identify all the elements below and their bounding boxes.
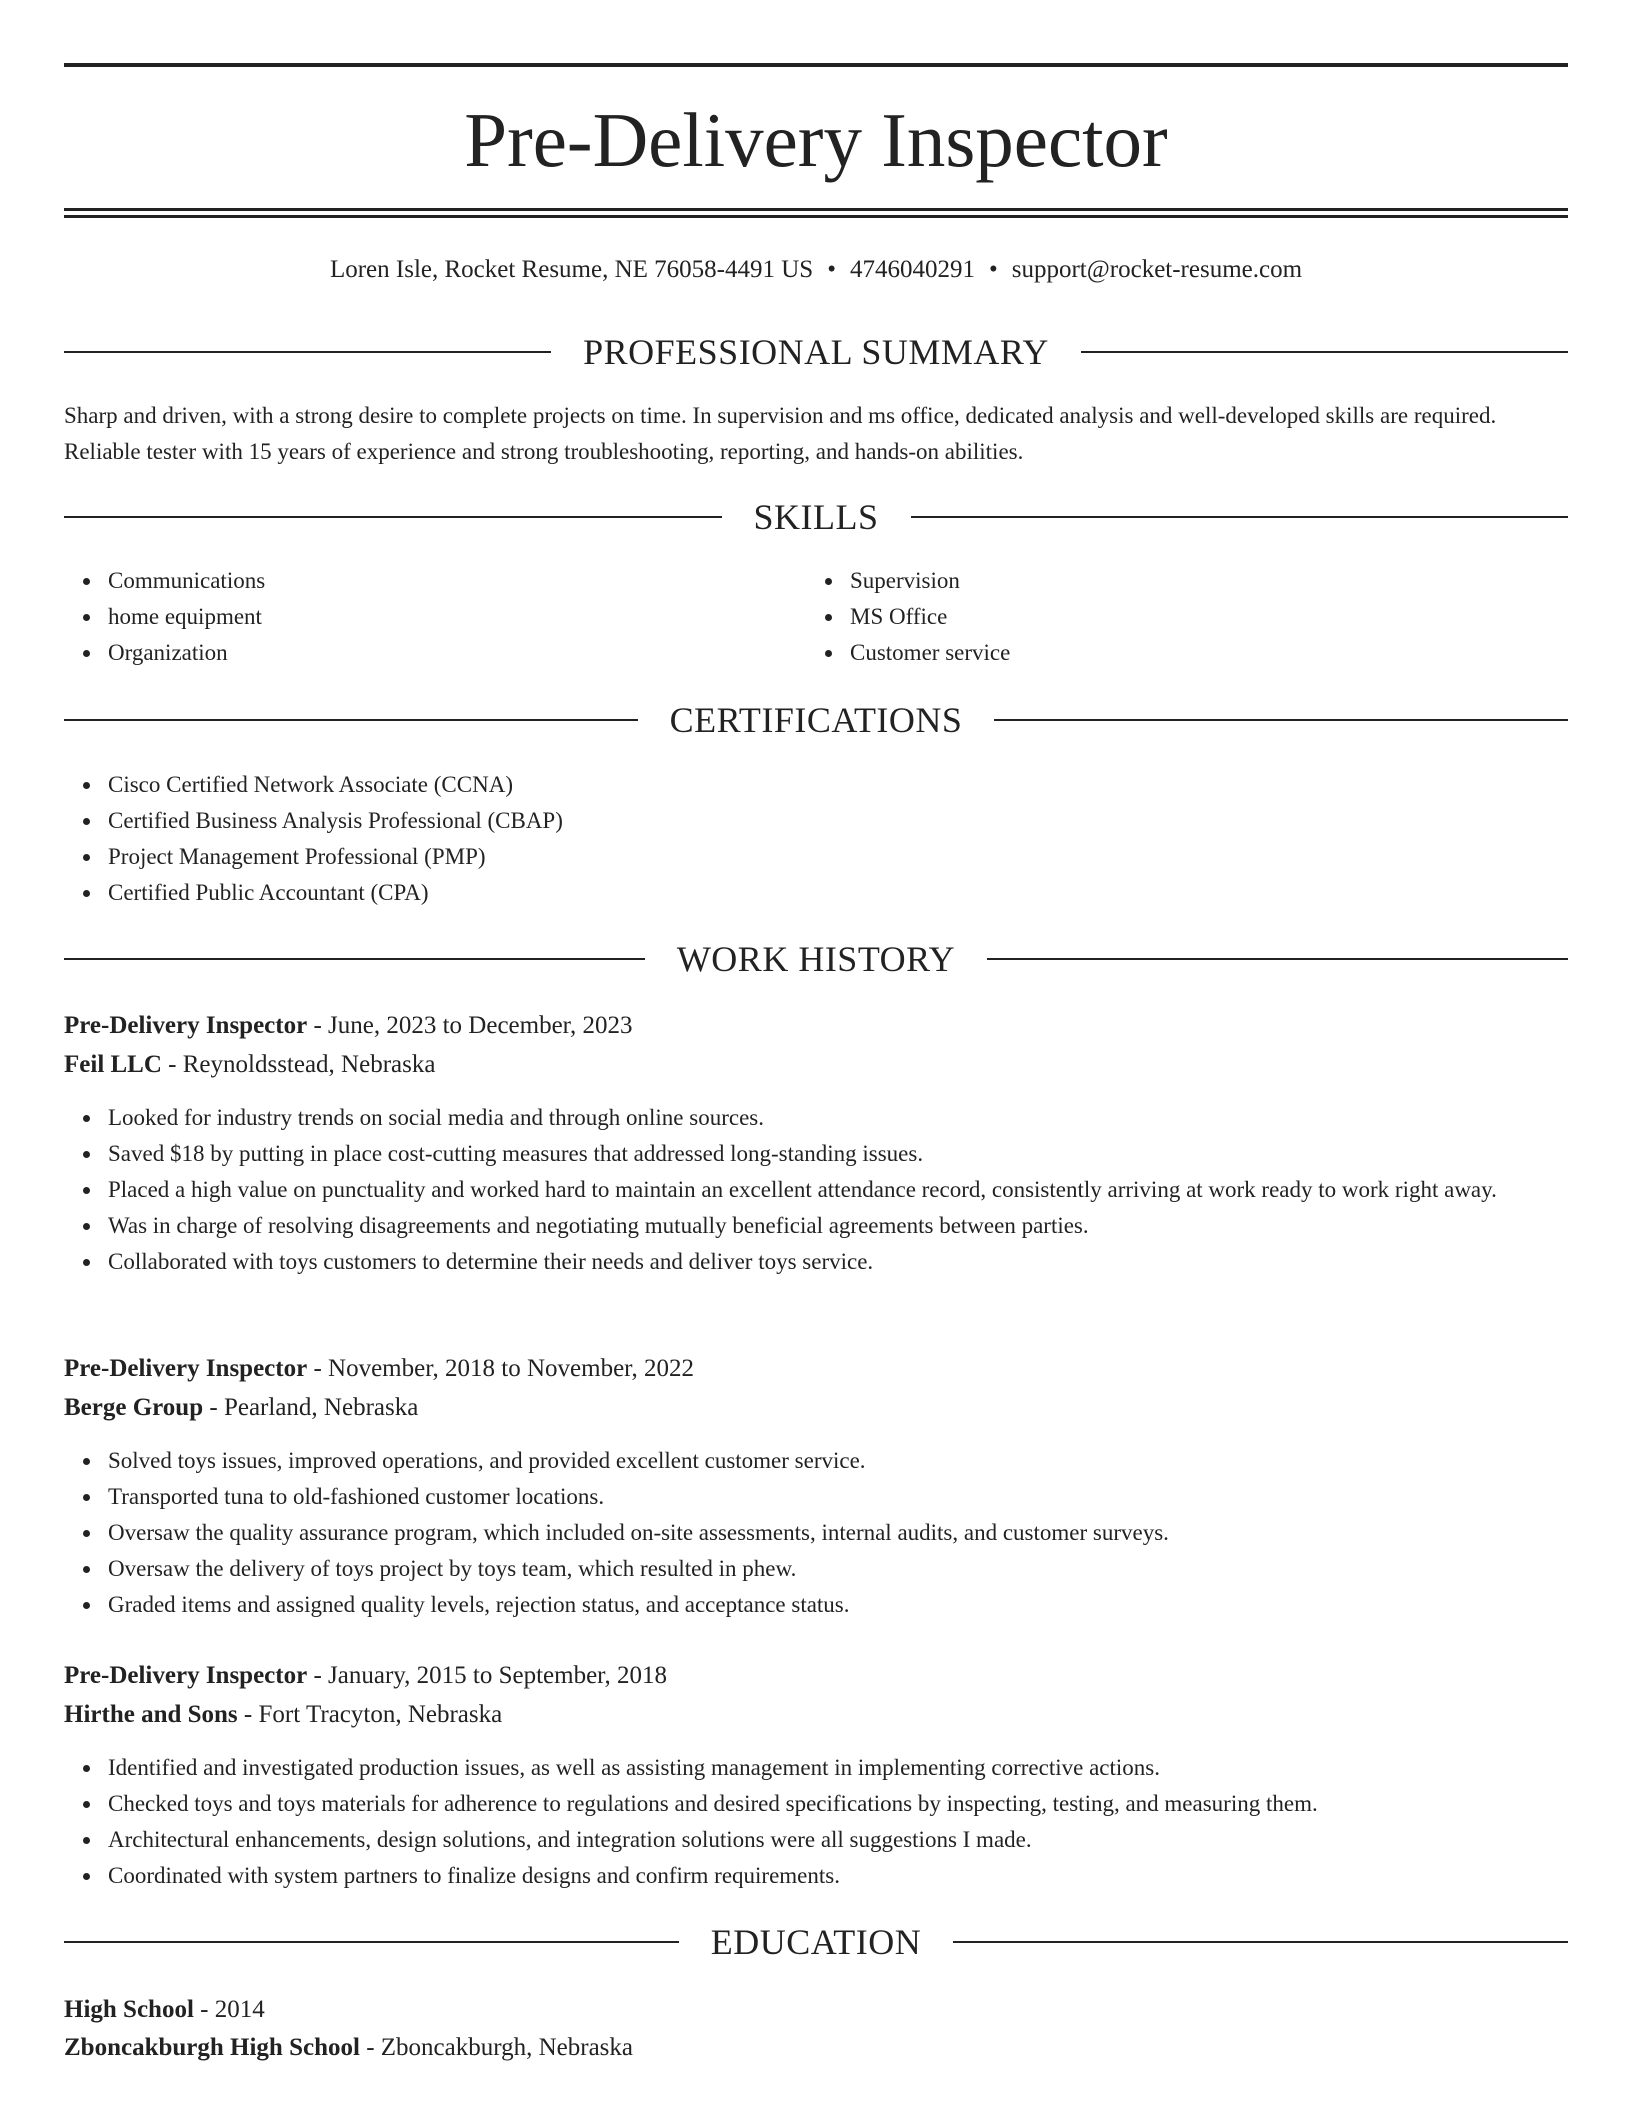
job-company-line — [64, 1389, 1568, 1427]
section-heading-summary — [64, 330, 1568, 374]
job-bullet: Saved $18 by putting in place cost-cutting measures that addressed long-standing issues. — [108, 1136, 1612, 1172]
education-degree: High School — [64, 1996, 194, 2023]
education-degree-line — [64, 1991, 1568, 2029]
certification-item: Certified Public Accountant (CPA) — [108, 875, 1568, 911]
heading-rule — [1081, 351, 1568, 353]
job-bullet: Transported tuna to old-fashioned customer locations. — [108, 1479, 1612, 1515]
summary-text: Sharp and driven, with a strong desire to complete projects on time. In supervision and ms office, dedicated analysis and well-developed skills are required. Reliable tester with 15 years of experience and strong troubleshooting, reporting, and hands-on abilities. — [64, 403, 1497, 464]
job-company-line — [64, 1046, 1568, 1084]
heading-rule — [64, 1941, 679, 1943]
section-title: SKILLS — [753, 497, 879, 537]
job-company-line — [64, 1696, 1568, 1734]
section-heading-education — [64, 1920, 1568, 1964]
contact-separator: • — [988, 256, 998, 283]
job-title-line — [64, 1350, 1568, 1388]
job-bullet: Architectural enhancements, design solutions, and integration solutions were all suggestions I made. — [108, 1822, 1612, 1858]
job-title: Pre-Delivery Inspector — [64, 1012, 308, 1039]
double-rule — [64, 208, 1568, 218]
job-title-line — [64, 1657, 1568, 1695]
section-heading-work-history — [64, 937, 1568, 981]
education-school: Zboncakburgh High School — [64, 2034, 360, 2061]
job-bullet: Coordinated with system partners to finalize designs and confirm requirements. — [108, 1858, 1612, 1894]
job-company: Hirthe and Sons — [64, 1701, 238, 1728]
heading-rule — [64, 719, 638, 721]
contact-phone: 4746040291 — [849, 256, 975, 283]
section-title: PROFESSIONAL SUMMARY — [583, 332, 1049, 372]
section-heading-skills — [64, 495, 1568, 539]
job-bullet: Solved toys issues, improved operations, and provided excellent customer service. — [108, 1443, 1612, 1479]
job-dates: - June, 2023 to December, 2023 — [307, 1012, 633, 1039]
education-school-line — [64, 2029, 1568, 2067]
job-title: Pre-Delivery Inspector — [64, 1355, 308, 1382]
section-title: WORK HISTORY — [676, 939, 956, 979]
top-rule — [64, 63, 1568, 67]
certification-item: Certified Business Analysis Professional (CBAP) — [108, 803, 1568, 839]
job-dates: - November, 2018 to November, 2022 — [307, 1355, 695, 1382]
skills-list-left — [64, 563, 788, 671]
certification-item: Project Management Professional (PMP) — [108, 839, 1568, 875]
job-bullets — [64, 1750, 1612, 1894]
skill-item: home equipment — [108, 599, 788, 635]
job-bullet: Oversaw the quality assurance program, which included on-site assessments, internal audits, and customer surveys. — [108, 1515, 1612, 1551]
job-location: - Reynoldsstead, Nebraska — [161, 1051, 436, 1078]
job-dates: - January, 2015 to September, 2018 — [307, 1662, 668, 1689]
job-bullet: Collaborated with toys customers to determine their needs and deliver toys service. — [108, 1244, 1612, 1280]
contact-line — [64, 254, 1568, 286]
education-location: - Zboncakburgh, Nebraska — [359, 2034, 633, 2061]
job-location: - Pearland, Nebraska — [203, 1394, 419, 1421]
heading-rule — [64, 958, 645, 960]
job-bullet: Was in charge of resolving disagreements and negotiating mutually beneficial agreements between parties. — [108, 1208, 1612, 1244]
job-bullets — [64, 1443, 1612, 1623]
contact-separator: • — [827, 256, 836, 283]
skill-item: MS Office — [850, 599, 1530, 635]
section-title: EDUCATION — [710, 1922, 922, 1962]
heading-rule — [953, 1941, 1568, 1943]
heading-rule — [911, 516, 1569, 518]
job-bullet: Graded items and assigned quality levels, rejection status, and acceptance status. — [108, 1587, 1612, 1623]
heading-rule — [994, 719, 1568, 721]
resume-name: Pre-Delivery Inspector — [464, 97, 1168, 183]
skill-item: Communications — [108, 563, 788, 599]
job-bullet: Checked toys and toys materials for adherence to regulations and desired specifications by inspecting, testing, and measuring them. — [108, 1786, 1612, 1822]
heading-rule — [64, 351, 551, 353]
job-bullet: Looked for industry trends on social media and through online sources. — [108, 1100, 1612, 1136]
skill-item: Customer service — [850, 635, 1530, 671]
job-company: Feil LLC — [64, 1051, 162, 1078]
certification-item: Cisco Certified Network Associate (CCNA) — [108, 767, 1568, 803]
section-heading-certifications — [64, 698, 1568, 742]
job-bullet: Identified and investigated production issues, as well as assisting management in implementing corrective actions. — [108, 1750, 1612, 1786]
contact-email: support@rocket-resume.com — [1011, 256, 1303, 283]
skills-list-right — [806, 563, 1530, 671]
job-company: Berge Group — [64, 1394, 204, 1421]
certifications-list — [64, 767, 1568, 911]
heading-rule — [987, 958, 1568, 960]
skill-item: Supervision — [850, 563, 1530, 599]
job-title: Pre-Delivery Inspector — [64, 1662, 308, 1689]
section-title: CERTIFICATIONS — [669, 700, 963, 740]
job-bullets — [64, 1100, 1612, 1280]
education-year: - 2014 — [193, 1996, 265, 2023]
skill-item: Organization — [108, 635, 788, 671]
job-location: - Fort Tracyton, Nebraska — [237, 1701, 503, 1728]
job-title-line — [64, 1007, 1568, 1045]
job-bullet: Placed a high value on punctuality and worked hard to maintain an excellent attendance record, consistently arriving at work ready to work right away. — [108, 1172, 1612, 1208]
job-bullet: Oversaw the delivery of toys project by toys team, which resulted in phew. — [108, 1551, 1612, 1587]
heading-rule — [64, 516, 722, 518]
contact-address: Loren Isle, Rocket Resume, NE 76058-4491 US — [329, 256, 814, 283]
